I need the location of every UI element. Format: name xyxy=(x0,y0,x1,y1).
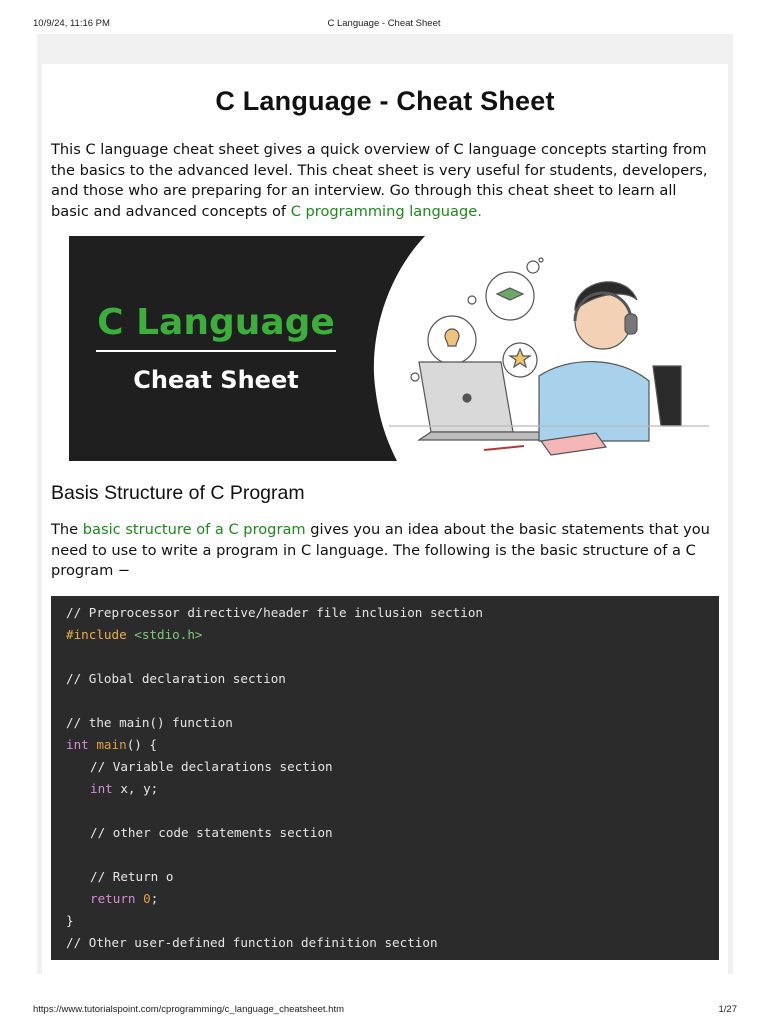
code-include-directive: #include xyxy=(66,627,127,642)
c-programming-link[interactable]: C programming language. xyxy=(290,203,482,221)
banner-divider xyxy=(96,350,336,352)
banner-dark-panel xyxy=(69,236,425,461)
print-header xyxy=(0,0,768,34)
code-main-rest: () { xyxy=(126,737,158,752)
section-heading: Basis Structure of C Program xyxy=(51,482,305,504)
code-return-kw: return xyxy=(90,891,136,906)
code-line-comment-other: // other code statements section xyxy=(90,825,333,840)
code-line-comment-user-defined: // Other user-defined function definition section xyxy=(66,935,438,950)
page-title: C Language - Cheat Sheet xyxy=(215,86,555,116)
section-paragraph xyxy=(51,520,717,582)
print-datetime: 10/9/24, 11:16 PM xyxy=(33,18,110,29)
code-main-name: main xyxy=(96,737,127,752)
banner-subtitle: Cheat Sheet xyxy=(133,366,299,394)
code-line-include xyxy=(66,624,203,646)
intro-paragraph xyxy=(51,140,717,223)
section-text-before: The xyxy=(51,521,83,538)
code-line-return xyxy=(90,888,158,910)
code-line-var-decl xyxy=(90,778,158,800)
code-main-type: int xyxy=(66,737,89,752)
code-line-comment-return: // Return o xyxy=(90,869,174,884)
cheat-sheet-banner xyxy=(69,236,719,461)
code-line-comment-global: // Global declaration section xyxy=(66,671,286,686)
code-var-type: int xyxy=(90,781,113,796)
print-footer xyxy=(0,994,768,1024)
basic-structure-link[interactable]: basic structure of a C program xyxy=(82,521,306,538)
banner-title: C Language xyxy=(97,302,335,343)
code-var-rest: x, y; xyxy=(112,781,159,796)
code-line-comment-vars: // Variable declarations section xyxy=(90,759,333,774)
article-page xyxy=(42,64,728,974)
code-line-comment-main: // the main() function xyxy=(66,715,233,730)
student-body xyxy=(539,362,649,441)
code-line-close-brace: } xyxy=(66,913,74,928)
section-text-after: gives you an idea about the basic statements that you need to use to write a program in C language. The following is the basic structure of a C program − xyxy=(51,521,710,580)
chair xyxy=(653,366,681,426)
print-doc-title: C Language - Cheat Sheet xyxy=(327,18,441,29)
intro-text: This C language cheat sheet gives a quick overview of C language concepts starting from the basics to the advanced level. This cheat sheet is very useful for students, developers, and those who are preparing for an interview. Go through this cheat sheet to learn all basic and advanced concepts of xyxy=(51,141,708,221)
print-page-number: 1/27 xyxy=(718,1004,737,1015)
code-return-end: ; xyxy=(150,891,159,906)
student-illustration xyxy=(389,258,709,455)
code-return-value: 0 xyxy=(143,891,151,906)
print-url: https://www.tutorialspoint.com/cprogramming/c_language_cheatsheet.htm xyxy=(33,1004,345,1015)
code-block xyxy=(51,596,719,960)
code-line-comment-preprocessor: // Preprocessor directive/header file inclusion section xyxy=(66,605,484,620)
code-include-header: <stdio.h> xyxy=(134,627,203,642)
code-line-main-signature xyxy=(66,734,157,756)
